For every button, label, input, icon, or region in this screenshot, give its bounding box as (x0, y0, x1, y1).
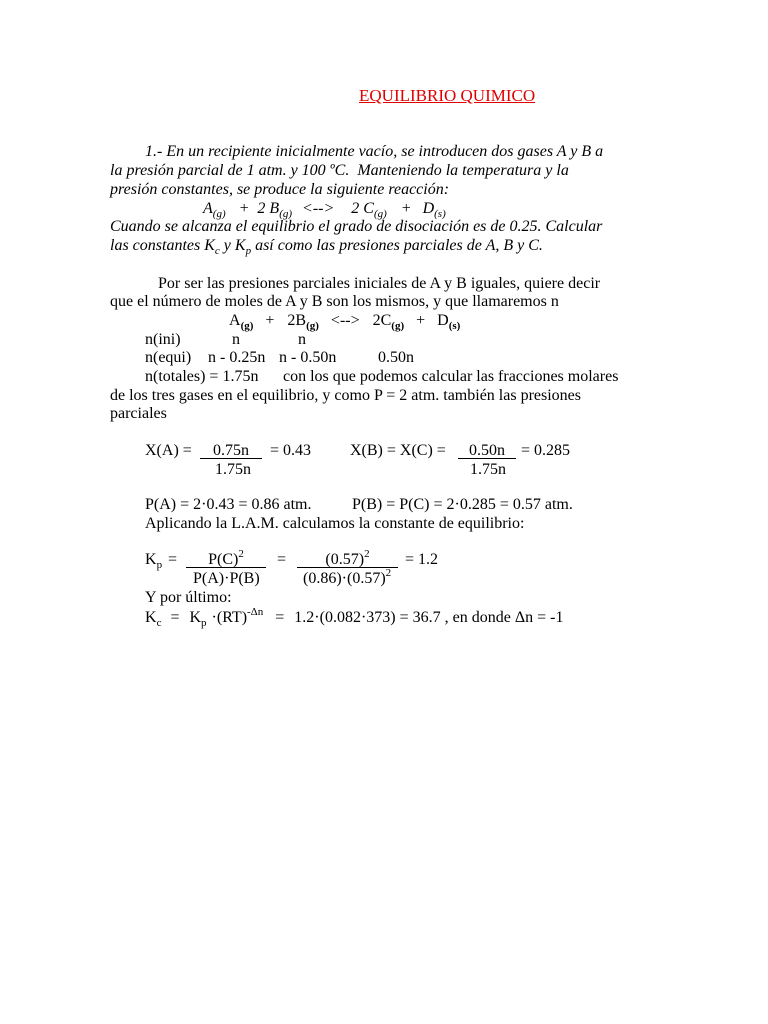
kp-result: = 1.2 (405, 551, 439, 568)
exponent: 2 (364, 548, 370, 560)
line-text: las constantes K (110, 237, 215, 254)
kc-calculation: 1.2·(0.082·373) = 36.7 , en donde Δn = -1 (294, 609, 564, 626)
initial-moles-label: n(ini) (145, 331, 181, 348)
product-c-state: (g) (373, 208, 387, 220)
equilibrium-arrow: <--> (330, 312, 360, 329)
equals-sign: = (168, 551, 178, 568)
equilibrium-moles-a: n - 0.25n (208, 349, 266, 366)
xa-numerator: 0.75n (200, 441, 262, 459)
product-d: D (437, 312, 449, 329)
finally-text: Y por último: (145, 589, 232, 606)
reactant-a: A (229, 312, 241, 329)
numerator-text: (0.57) (325, 551, 365, 568)
product-c: 2 C (351, 200, 374, 217)
kp-subscript: p (201, 617, 207, 629)
kc-subscript: c (156, 617, 162, 629)
reactant-a: A (203, 200, 213, 217)
rt-exponent: -Δn (247, 606, 264, 618)
product-d-state: (s) (448, 320, 461, 332)
product-c: 2C (372, 312, 392, 329)
lam-text: Aplicando la L.A.M. calculamos la constante de equilibrio: (145, 515, 525, 532)
total-moles-expression: n(totales) = 1.75n (145, 368, 259, 385)
kp-symbol (145, 550, 162, 569)
solution-intro-line-1: Por ser las presiones parciales iniciales de A y B iguales, quiere decir (158, 275, 601, 292)
solution-text-line: de los tres gases en el equilibrio, y como P = 2 atm. también las presiones (110, 387, 581, 404)
solution-intro-line-2: que el número de moles de A y B son los mismos, y que llamaremos n (110, 293, 559, 310)
kp-subscript: p (156, 559, 163, 571)
equals-sign: = (170, 609, 180, 626)
xbc-result: = 0.285 (521, 442, 571, 459)
xa-result: = 0.43 (270, 442, 312, 459)
kp-denominator-1: P(A)·P(B) (193, 570, 260, 587)
plus-sign: + (400, 200, 412, 217)
problem-line-1: 1.- En un recipiente inicialmente vacío, se introducen dos gases A y B a (145, 143, 604, 160)
problem-line-3: presión constantes, se produce la siguiente reacción: (110, 181, 450, 198)
reactant-b-state: (g) (306, 320, 319, 332)
line-text: así como las presiones parciales de A, B y C. (251, 237, 543, 254)
xa-denominator: 1.75n (215, 461, 251, 478)
plus-sign: + (416, 312, 426, 329)
product-d: D (422, 200, 435, 217)
equilibrium-arrow: <--> (302, 200, 335, 217)
kp-numerator-1 (186, 550, 266, 568)
initial-moles-a: n (232, 331, 240, 348)
document-title: EQUILIBRIO QUIMICO (359, 86, 536, 105)
k-letter: K (145, 609, 157, 626)
equals-sign: = (275, 609, 285, 626)
xa-lhs: X(A) = (145, 442, 192, 459)
kp-subscript: p (245, 245, 252, 257)
problem-reaction-equation (203, 199, 446, 218)
partial-pressure-bc: P(B) = P(C) = 2·0.285 = 0.57 atm. (352, 496, 573, 513)
plus-sign: + (238, 200, 250, 217)
initial-moles-b: n (298, 331, 306, 348)
denominator-text: (0.86)·(0.57) (303, 570, 386, 587)
product-d-state: (s) (434, 208, 446, 220)
plus-sign: + (265, 312, 275, 329)
reactant-a-state: (g) (212, 208, 226, 220)
reactant-b: 2 B (257, 200, 280, 217)
reactant-b: 2B (287, 312, 307, 329)
kc-equation (145, 608, 563, 627)
problem-line-6 (110, 236, 543, 255)
reactant-b-state: (g) (279, 208, 293, 220)
problem-line-2: la presión parcial de 1 atm. y 100 ºC. Manteniendo la temperatura y la (110, 162, 569, 179)
partial-pressure-a: P(A) = 2·0.43 = 0.86 atm. (145, 496, 312, 513)
numerator-text: P(C) (208, 551, 239, 568)
exponent: 2 (385, 567, 392, 579)
kp-numerator-2 (297, 550, 398, 568)
equilibrium-moles-c: 0.50n (378, 349, 414, 366)
equilibrium-moles-b: n - 0.50n (279, 349, 337, 366)
rt-term: ·(RT) (211, 609, 248, 626)
xbc-lhs: X(B) = X(C) = (350, 442, 446, 459)
equilibrium-moles-label: n(equi) (145, 349, 192, 366)
xbc-denominator: 1.75n (470, 461, 506, 478)
k-letter: K (189, 609, 202, 626)
k-letter: K (145, 551, 157, 568)
solution-text-line: parciales (110, 405, 167, 422)
total-moles-text: con los que podemos calcular las fracciones molares (283, 368, 619, 385)
equals-sign: = (277, 551, 287, 568)
problem-line-5: Cuando se alcanza el equilibrio el grado de disociación es de 0.25. Calcular (110, 218, 603, 235)
solution-reaction-equation (229, 311, 460, 330)
product-c-state: (g) (391, 320, 405, 332)
xbc-numerator: 0.50n (458, 441, 516, 459)
exponent: 2 (238, 548, 244, 560)
reactant-a-state: (g) (240, 320, 254, 332)
kc-subscript: c (214, 245, 220, 257)
line-text: y K (219, 237, 246, 254)
kp-denominator-2 (303, 569, 391, 588)
